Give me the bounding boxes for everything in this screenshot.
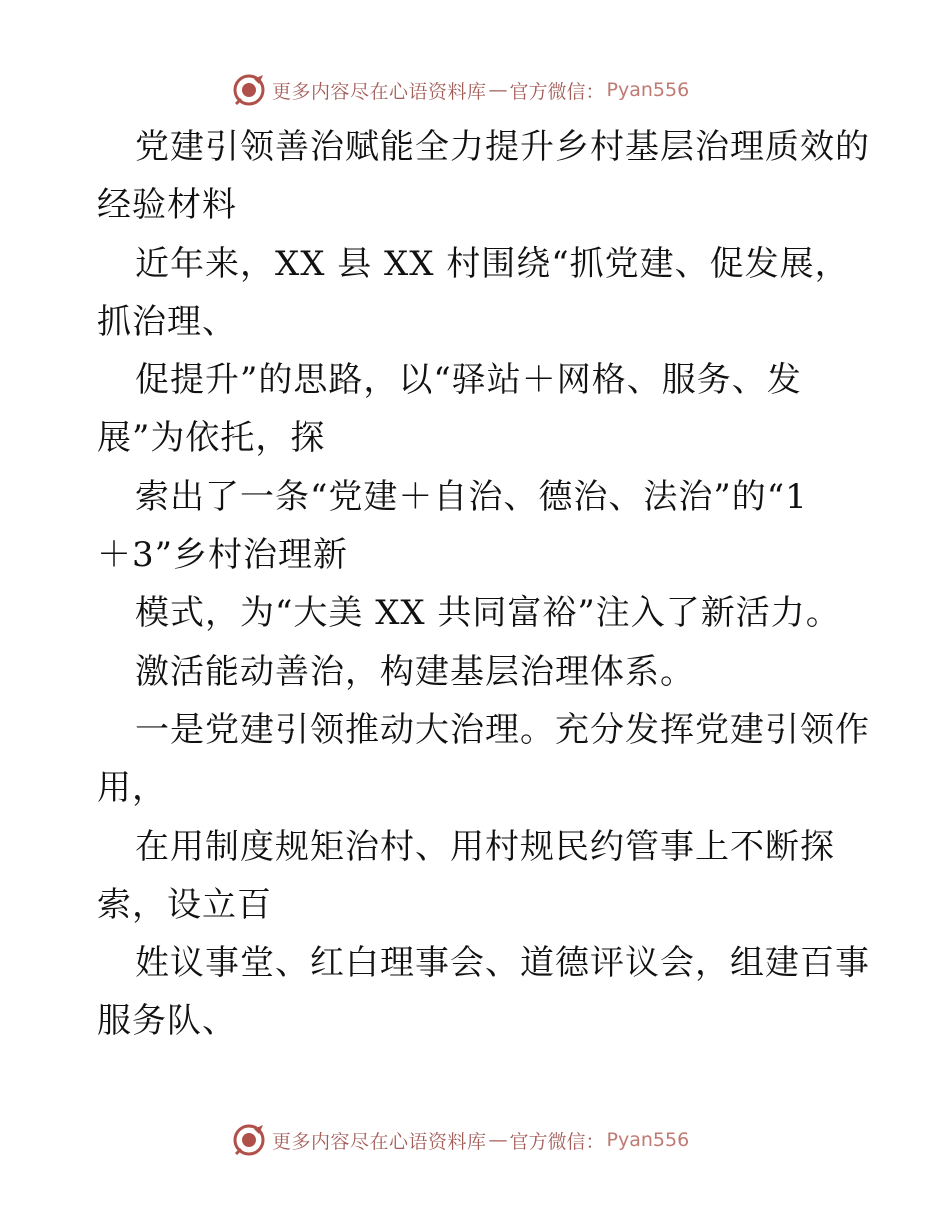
text-line: 用， bbox=[97, 768, 167, 809]
title-line-2: 经验材料 bbox=[97, 185, 237, 226]
red-seal-logo-icon bbox=[232, 1123, 266, 1157]
header-separator: — bbox=[488, 79, 508, 101]
text-line: 一是党建引领推动大治理。充分发挥党建引领作 bbox=[135, 709, 870, 750]
text-line: 在用制度规矩治村、用村规民约管事上不断探 bbox=[135, 826, 835, 867]
text-line: 展”为依托，探 bbox=[97, 418, 326, 459]
footer-banner bbox=[232, 1122, 689, 1158]
title-line-1: 党建引领善治赋能全力提升乡村基层治理质效的 bbox=[135, 127, 870, 167]
red-seal-logo-icon bbox=[232, 73, 266, 107]
footer-separator: — bbox=[488, 1129, 508, 1151]
text-line: 抓治理、 bbox=[97, 301, 237, 342]
text-line: 近年来，XX 县 XX 村围绕“抓党建、促发展， bbox=[135, 243, 850, 284]
text-line: 服务队、 bbox=[97, 1001, 237, 1042]
header-banner bbox=[232, 72, 689, 108]
footer-banner-text: 更多内容尽在心语资料库 bbox=[272, 1130, 487, 1153]
text-line: 促提升”的思路，以“驿站＋网格、服务、发 bbox=[135, 360, 802, 401]
document-body bbox=[97, 118, 870, 1051]
text-line: 索，设立百 bbox=[97, 884, 272, 925]
text-line: ＋3”乡村治理新 bbox=[97, 535, 349, 576]
header-banner-text: 更多内容尽在心语资料库 bbox=[272, 80, 487, 103]
section-heading: 激活能动善治，构建基层治理体系。 bbox=[135, 651, 695, 692]
text-line: 姓议事堂、红白理事会、道德评议会，组建百事 bbox=[135, 943, 870, 984]
header-wechat-label: 官方微信： bbox=[509, 80, 605, 103]
footer-wechat-handle: Pyan556 bbox=[606, 1129, 690, 1151]
text-line: 模式，为“大美 XX 共同富裕”注入了新活力。 bbox=[135, 593, 841, 634]
footer-wechat-label: 官方微信： bbox=[509, 1130, 605, 1153]
header-wechat-handle: Pyan556 bbox=[606, 79, 690, 101]
text-line: 索出了一条“党建＋自治、德治、法治”的“1 bbox=[135, 476, 808, 517]
